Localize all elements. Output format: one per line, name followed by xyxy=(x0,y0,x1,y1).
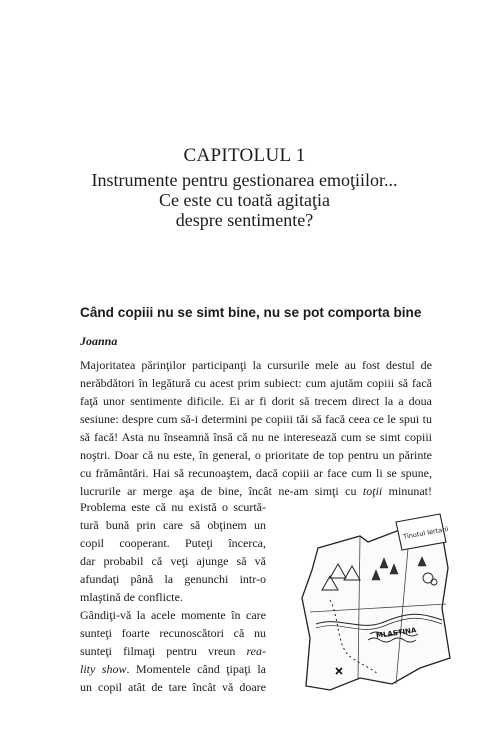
chapter-number: CAPITOLUL 1 xyxy=(183,145,306,166)
chapter-title-line: despre sentimente? xyxy=(175,210,314,230)
text-line: Gândiţi-vă la acele momente în care xyxy=(80,608,266,622)
text-fragment: minunat! xyxy=(382,484,432,498)
text-line: noştri. Doar că nu este, în general, o prioritate de top pentru un părinte xyxy=(80,448,432,462)
author-name: Joanna xyxy=(80,334,118,348)
text-line: un copil atât de tare încât vă doare xyxy=(80,680,266,694)
emphasis-text: rea- xyxy=(246,644,266,658)
text-line: faţă unor sentimente dificile. Ei ar fi dorit să trecem direct la a doua xyxy=(80,394,432,408)
chapter-title xyxy=(0,170,489,230)
text-line: să facă! Asta nu înseamnă însă că nu ne interesează cum se simt copiii xyxy=(80,430,432,444)
text-line: Problema este că nu există o scurtă- xyxy=(80,500,266,514)
paragraph-intro xyxy=(80,356,432,500)
paragraph-shortcut xyxy=(80,498,266,606)
swamp-label: MLASTINA xyxy=(375,626,417,640)
text-line: afundaţi până la genunchi intr-o xyxy=(80,572,266,586)
emphasis-text: lity show xyxy=(80,662,127,676)
section-heading: Când copiii nu se simt bine, nu se pot comporta bine xyxy=(80,305,422,320)
text-line: Majoritatea părinţilor participanţi la cursurile mele au fost destul de xyxy=(80,358,432,372)
paragraph-moments xyxy=(80,606,266,696)
text-line: sesiune: despre cum să-i determini pe copiii tăi să facă ceea ce le spui tu xyxy=(80,412,432,426)
text-line xyxy=(80,660,266,678)
text-line xyxy=(80,642,266,660)
text-line: copil cooperant. Puteţi încerca, xyxy=(80,536,266,550)
text-fragment: sunteţi filmaţi pentru vreun xyxy=(80,644,247,658)
map-drawing xyxy=(300,508,452,694)
chapter-title-line: Ce este cu toată agitaţia xyxy=(159,190,330,210)
text-line: tură bună prin care să obţinem un xyxy=(80,518,266,532)
emphasis-text: toţii xyxy=(362,484,383,498)
text-fragment: . Momentele când ţipaţi la xyxy=(126,662,266,676)
text-fragment: lucrurile ar merge aşa de bine, încât ne-am simţi cu xyxy=(80,484,363,498)
map-illustration xyxy=(300,508,452,694)
text-line: dar probabil că veţi ajunge să vă xyxy=(80,554,266,568)
text-line: sunteţi foarte recunoscători că nu xyxy=(80,626,266,640)
text-line: mlaştină de conflicte. xyxy=(80,590,183,604)
text-line: nerăbdători în legătură cu acest prim subiect: cum ajutăm copiii să facă xyxy=(80,376,432,390)
sign-label: Tinutul Iertarii xyxy=(402,525,450,541)
chapter-title-line: Instrumente pentru gestionarea emoţiilor... xyxy=(91,170,398,190)
text-line: cu frământări. Hai să recunoaştem, dacă copiii ar face cum li se spune, xyxy=(80,466,432,480)
